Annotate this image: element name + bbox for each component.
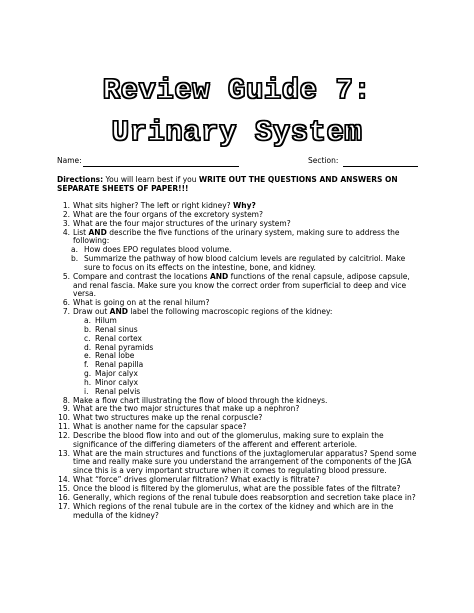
question-text: What is going on at the renal hilum? <box>73 298 210 308</box>
sub-item-letter: e. <box>84 351 91 361</box>
sub-item-letter: h. <box>84 377 92 387</box>
question-number: 9. <box>62 404 70 414</box>
question-number: 17. <box>58 501 70 511</box>
sub-item-letter: b. <box>84 324 92 334</box>
question-text: Which regions of the renal tubule are in the cortex of the kidney and which are in the medulla of the kidney? <box>73 501 394 520</box>
sub-item-letter: i. <box>84 386 89 396</box>
question-number: 4. <box>62 227 70 237</box>
question-text-continued: functions of the renal capsule, adipose capsule, and renal fascia. Make sure you know the correct order from superficial to deep and vice versa. <box>73 271 410 299</box>
title-line-2: Urinary System <box>111 116 363 149</box>
question-number: 1. <box>62 201 70 210</box>
question-text: Make a flow chart illustrating the flow of blood through the kidneys. <box>73 395 328 405</box>
question-number: 11. <box>58 422 70 432</box>
sub-item-letter: b. <box>71 254 79 264</box>
question-text: What sits higher? The left or right kidney? <box>73 201 234 210</box>
question-list <box>57 202 419 520</box>
question-item <box>57 273 419 300</box>
directions-text: You will learn best if you <box>103 175 199 184</box>
question-number: 12. <box>58 430 70 440</box>
question-item <box>57 432 419 450</box>
question-text: What two structures make up the renal corpuscle? <box>73 413 263 423</box>
sub-item-text: Minor calyx <box>95 377 139 387</box>
sub-item-text: Hilum <box>95 315 117 325</box>
sub-item-text: How does EPO regulates blood volume. <box>84 245 232 255</box>
question-item <box>57 503 419 521</box>
directions-paragraph <box>57 176 419 194</box>
question-text: Describe the blood flow into and out of the glomerulus, making sure to explain the significance of the differing diameters of the afferent and efferent arteriole. <box>73 430 384 449</box>
question-number: 16. <box>58 492 70 502</box>
name-label: Name: <box>57 156 82 165</box>
question-number: 13. <box>58 448 70 458</box>
question-text-continued: label the following macroscopic regions of the kidney: <box>127 307 333 317</box>
question-emphasis: AND <box>109 307 128 317</box>
directions-emphasis: WRITE OUT THE QUESTIONS AND ANSWERS ON SEPARATE SHEETS OF PAPER!!! <box>57 175 398 193</box>
sub-item-text: Renal lobe <box>95 351 135 361</box>
question-text: What are the two major structures that make up a nephron? <box>73 404 300 414</box>
section-label: Section: <box>308 156 339 165</box>
question-emphasis: Why? <box>233 201 256 210</box>
question-text: List <box>73 227 89 237</box>
name-blank-line <box>83 166 239 167</box>
question-text: Generally, which regions of the renal tubule does reabsorption and secretion take place in? <box>73 492 416 502</box>
question-text: Draw out <box>73 307 110 317</box>
question-text: What is another name for the capsular space? <box>73 422 247 432</box>
directions-label: Directions: <box>57 175 104 184</box>
sub-item-text: Renal cortex <box>95 333 142 343</box>
sub-item-letter: c. <box>84 333 91 343</box>
question-text-continued: describe the five functions of the urinary system, making sure to address the following: <box>73 227 400 246</box>
question-text: What are the four organs of the excretory system? <box>73 209 263 219</box>
sub-item-letter: d. <box>84 342 92 352</box>
question-emphasis: AND <box>88 227 107 237</box>
question-emphasis: AND <box>209 271 229 281</box>
question-text: What are the main structures and functions of the juxtaglomerular apparatus? Spend some time and really make sure you understand the arrangement of the components of the JGA since this is a very important structure when it comes to regulating blood pressure. <box>73 448 417 476</box>
sub-item-letter: a. <box>84 315 91 325</box>
question-number: 15. <box>58 484 70 493</box>
sub-item-text: Renal sinus <box>95 324 138 334</box>
question-number: 2. <box>62 209 70 219</box>
question-number: 14. <box>58 475 70 485</box>
title-line-1: Review Guide 7: <box>102 74 372 107</box>
question-text: Compare and contrast the locations <box>73 271 210 281</box>
name-section-row <box>57 157 418 169</box>
question-item <box>57 229 419 247</box>
question-number: 3. <box>62 218 70 228</box>
sub-item <box>57 255 419 273</box>
question-number: 7. <box>62 307 70 317</box>
sub-item-text: Summarize the pathway of how blood calcium levels are regulated by calcitriol. Make sure to focus on its effects on the intestine, bone, and kidney. <box>84 254 406 272</box>
sub-item-letter: a. <box>71 245 78 255</box>
question-item <box>57 450 419 477</box>
document-title <box>0 70 474 154</box>
sub-item-letter: f. <box>84 360 89 370</box>
question-number: 6. <box>62 298 70 308</box>
question-text: Once the blood is filtered by the glomerulus, what are the possible fates of the filtrate? <box>73 484 401 493</box>
sub-item-text: Major calyx <box>95 369 138 379</box>
question-number: 5. <box>62 271 70 281</box>
question-text: What are the four major structures of the urinary system? <box>73 218 291 228</box>
question-text: What “force” drives glomerular filtration? What exactly is filtrate? <box>73 475 320 485</box>
sub-item-text: Renal pyramids <box>95 342 154 352</box>
question-number: 8. <box>62 395 70 405</box>
question-number: 10. <box>58 413 70 423</box>
sub-item-text: Renal pelvis <box>95 386 141 396</box>
section-blank-line <box>343 166 418 167</box>
sub-item-letter: g. <box>84 369 92 379</box>
sub-item-text: Renal papilla <box>95 360 144 370</box>
